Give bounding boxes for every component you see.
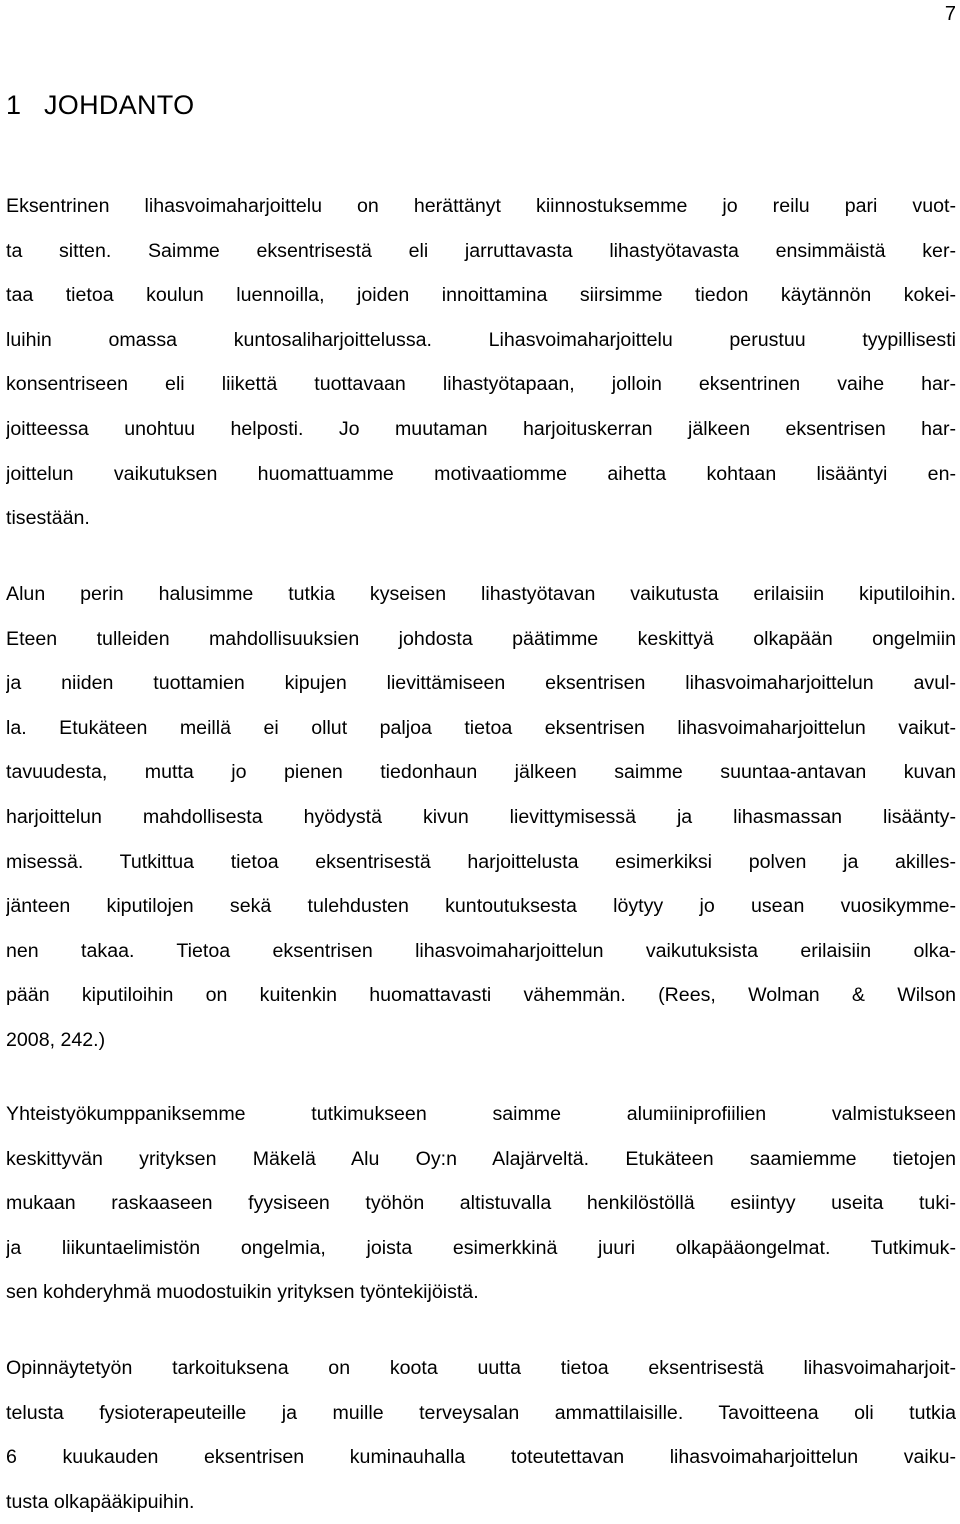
text-line: konsentriseen eli liikettä tuottavaan lihastyötapaan, jolloin eksentrinen vaihe har- — [6, 373, 956, 396]
text-line: pään kiputiloihin on kuitenkin huomattavasti vähemmän. (Rees, Wolman & Wilson — [6, 984, 956, 1007]
text-line: la. Etukäteen meillä ei ollut paljoa tietoa eksentrisen lihasvoimaharjoittelun vaikut- — [6, 716, 956, 739]
text-line: Alun perin halusimme tutkia kyseisen lihastyötavan vaikutusta erilaisiin kiputiloihin. — [6, 583, 956, 605]
text-line: joittelun vaikutuksen huomattuamme motivaatiomme aihetta kohtaan lisääntyi en- — [6, 462, 956, 485]
page-number: 7 — [944, 3, 956, 25]
text-line: Eteen tulleiden mahdollisuuksien johdosta päätimme keskittyä olkapään ongelmiin — [6, 627, 956, 650]
text-line: ja liikuntaelimistön ongelmia, joista esimerkkinä juuri olkapääongelmat. Tutkimuk- — [6, 1236, 956, 1259]
paragraph-4 — [6, 1346, 956, 1524]
text-line: Eksentrinen lihasvoimaharjoittelu on herättänyt kiinnostuksemme jo reilu pari vuot- — [6, 195, 956, 217]
text-line: harjoittelun mahdollisesta hyödystä kivun lievittymisessä ja lihasmassan lisäänty- — [6, 805, 956, 828]
text-line: tavuudesta, mutta jo pienen tiedonhaun jälkeen saimme suuntaa-antavan kuvan — [6, 761, 956, 784]
text-line: misessä. Tutkittua tietoa eksentrisestä harjoittelusta esimerkiksi polven ja akilles- — [6, 850, 956, 873]
text-line: sen kohderyhmä muodostuikin yrityksen työntekijöistä. — [6, 1281, 479, 1304]
text-line: ta sitten. Saimme eksentrisestä eli jarruttavasta lihastyötavasta ensimmäistä ker- — [6, 239, 956, 262]
paragraph-1 — [6, 184, 956, 541]
text-line: 6 kuukauden eksentrisen kuminauhalla toteutettavan lihasvoimaharjoittelun vaiku- — [6, 1446, 956, 1469]
paragraph-3 — [6, 1092, 956, 1315]
text-line: ja niiden tuottamien kipujen lievittämiseen eksentrisen lihasvoimaharjoittelun avul- — [6, 672, 956, 695]
chapter-heading — [6, 88, 194, 122]
paragraph-2 — [6, 572, 956, 1063]
text-line: tisestään. — [6, 507, 90, 530]
text-line: jänteen kiputilojen sekä tulehdusten kuntoutuksesta löytyy jo usean vuosikymme- — [6, 895, 956, 918]
text-line: Opinnäytetyön tarkoituksena on koota uutta tietoa eksentrisestä lihasvoimaharjoit- — [6, 1357, 956, 1379]
text-line: nen takaa. Tietoa eksentrisen lihasvoimaharjoittelun vaikutuksista erilaisiin olka- — [6, 939, 956, 962]
text-line: Yhteistyökumppaniksemme tutkimukseen saimme alumiiniprofiilien valmistukseen — [6, 1103, 956, 1125]
chapter-number: 1 — [6, 90, 22, 120]
text-line: tusta olkapääkipuihin. — [6, 1490, 195, 1513]
chapter-title: JOHDANTO — [44, 90, 195, 120]
text-line: taa tietoa koulun luennoilla, joiden innoittamina siirsimme tiedon käytännön kokei- — [6, 284, 956, 307]
text-line: mukaan raskaaseen fyysiseen työhön altistuvalla henkilöstöllä esiintyy useita tuki- — [6, 1192, 956, 1215]
text-line: luihin omassa kuntosaliharjoittelussa. Lihasvoimaharjoittelu perustuu tyypillisesti — [6, 328, 956, 351]
text-line: keskittyvän yrityksen Mäkelä Alu Oy:n Alajärveltä. Etukäteen saamiemme tietojen — [6, 1147, 956, 1170]
text-line: 2008, 242.) — [6, 1028, 106, 1051]
text-line: telusta fysioterapeuteille ja muille terveysalan ammattilaisille. Tavoitteena oli tutkia — [6, 1401, 956, 1424]
text-line: joitteessa unohtuu helposti. Jo muutaman harjoituskerran jälkeen eksentrisen har- — [6, 417, 956, 440]
